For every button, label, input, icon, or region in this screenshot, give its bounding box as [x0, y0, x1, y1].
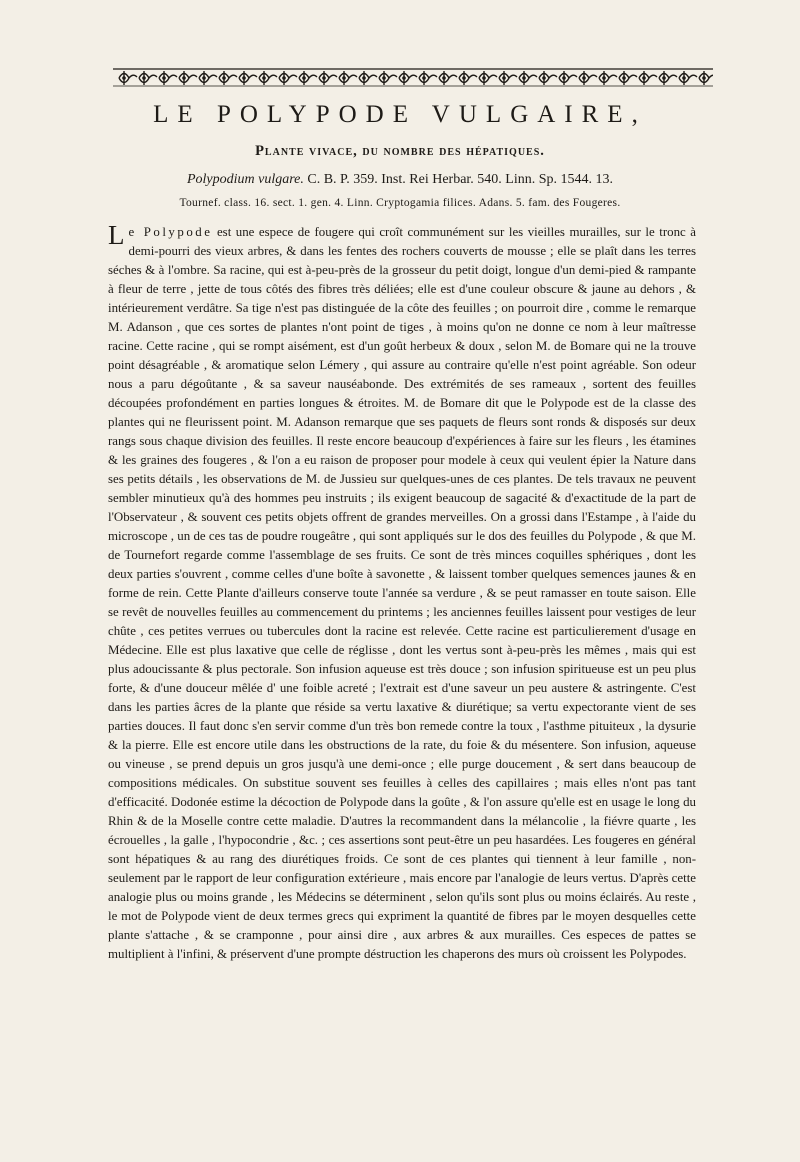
botanical-synonyms	[0, 172, 800, 188]
description-text: est une espece de fougere qui croît communément sur les vieilles murailles, sur le tronc à demi-pourri des vieux arbres, & dans les fentes des rochers couverts de mousse ; elle se plaît dans les terres séches & à l'ombre. Sa racine, qui est à-peu-près de la grosseur du petit doigt, longue d'un demi-pied & rampante à fleur de terre , jette de tous côtés des fibres très déliées; elle est d'une couleur obscure & jaune au dehors , & intérieurement verdâtre. Sa tige n'est pas distinguée de la côte des feuilles ; on pourroit dire , comme le remarque M. Adanson , que ces sortes de plantes n'ont point de tiges , à moins qu'on ne donne ce nom à leur maîtresse racine. Cette racine , qui se rompt aisément, est d'un goût herbeux & doux , selon M. de Bomare qui ne la trouve point désagréable , & aromatique selon Lémery , qui assure au contraire qu'elle n'est point agréable. Son odeur nous a paru dégoûtante , & sa saveur nauséabonde. Des extrémités de ses rameaux , sortent des feuilles découpées profondément en parties longues & étroites. M. de Bomare dit que le Polypode est de la classe des plantes qui ne fleurissent point. M. Adanson remarque que ses paquets de fleurs sont ronds & disposés sur deux rangs sous chaque division des feuilles. Il reste encore beaucoup d'expériences à faire sur les fleurs , les étamines & les graines des fougeres , & l'on a eu raison de proposer pour modele à ceux qui veulent épier la Nature dans ses petits détails , les observations de M. de Jussieu sur quelques-unes de ces plantes. De tels travaux ne peuvent sembler minutieux qu'à des hommes peu instruits ; ils exigent beaucoup de sagacité & d'exactitude de la part de l'Observateur , & souvent ces petits objets offrent de grandes merveilles. On a grossi dans l'Estampe , à l'aide du microscope , un de ces tas de poudre rougeâtre , qui sont appliqués sur le dos des feuilles du Polypode , & que M. de Tournefort regarde comme l'assemblage de ses fruits. Ce sont de très minces coquilles sphériques , dont les deux parties s'ouvrent , comme celles d'une boîte à savonette , & laissent tomber quelques semences jaunes & en forme de rein. Cette Plante d'ailleurs conserve toute l'année sa verdure , & se peut ramasser en toute saison. Elle se revêt de nouvelles feuilles au commencement du printems ; les anciennes feuilles laissent pour vestiges de leur chûte , ces petites verrues ou tubercules dont la racine est relevée. Cette racine est particulierement d'usage en Médecine. Elle est plus laxative que celle de réglisse , dont les vertus sont à-peu-près les mêmes , mais qui est plus adoucissante & plus pectorale. Son infusion aqueuse est très douce ; son infusion spiritueuse est un peu plus forte, & d'une douceur mêlée d' une foible acreté ; l'extrait est d'une saveur un peu austere & astringente. C'est dans les parties âcres de la plante que réside sa vertu laxative & diurétique; sa vertu expectorante vient de ses parties douces. Il faut donc s'en servir comme d'un très bon remede contre la toux , l'asthme pituiteux , la dysurie & la pierre. Elle est encore utile dans les obstructions de la rate, du foie & du mésentere. Son infusion, aqueuse ou vineuse , se prend depuis un gros jusqu'à une demi-once ; elle purge doucement , & sert dans beaucoup de compositions médicales. On substitue souvent ses feuilles à celles des capillaires ; mais elles n'ont pas tant d'efficacité. Dodonée estime la décoction de Polypode dans la goûte , & l'on assure qu'elle est en usage le long du Rhin & de la Moselle contre cette maladie. D'autres la recommandent dans la mélancolie , la fiévre quarte , les écrouelles , la galle , l'hypocondrie , &c. ; ces assertions sont peut-être un peu hasardées. Les fougeres en général sont hépatiques & au rang des diurétiques froids. Ce sont de ces plantes qui tiennent à leur famille , non-seulement par le rapport de leur configuration extérieure , mais encore par l'analogie de leurs vertus. D'après cette analogie plus ou moins grande , les Médecins se déterminent , selon qu'ils sont plus ou moins éclairés. Au reste , le mot de Polypode vient de deux termes grecs qui expriment la quantité de fibres par le moyen desquelles cette plante s'attache , & se cramponne , pour ainsi dire , aux arbres & aux murailles. Ces especes de pattes se multiplient à l'infini, & préservent d'une prompte déstruction les chaperons des murs où croissent les Polypodes.	[108, 225, 696, 961]
page-title: LE POLYPODE VULGAIRE,	[153, 101, 647, 128]
synonym-references: C. B. P. 359. Inst. Rei Herbar. 540. Linn. Sp. 1544. 13.	[303, 172, 614, 187]
latin-name: Polypodium vulgare.	[186, 172, 304, 187]
lead-words: e Polypode	[128, 225, 213, 239]
description-paragraph	[108, 220, 696, 964]
classification-line: Tournef. class. 16. sect. 1. gen. 4. Linn. Cryptogamia filices. Adans. 5. fam. des Fougeres.	[179, 197, 621, 209]
floral-band-ornament	[113, 66, 713, 90]
page-subtitle: Plante vivace, du nombre des hépatiques.	[255, 143, 545, 159]
drop-cap: L	[108, 220, 125, 250]
